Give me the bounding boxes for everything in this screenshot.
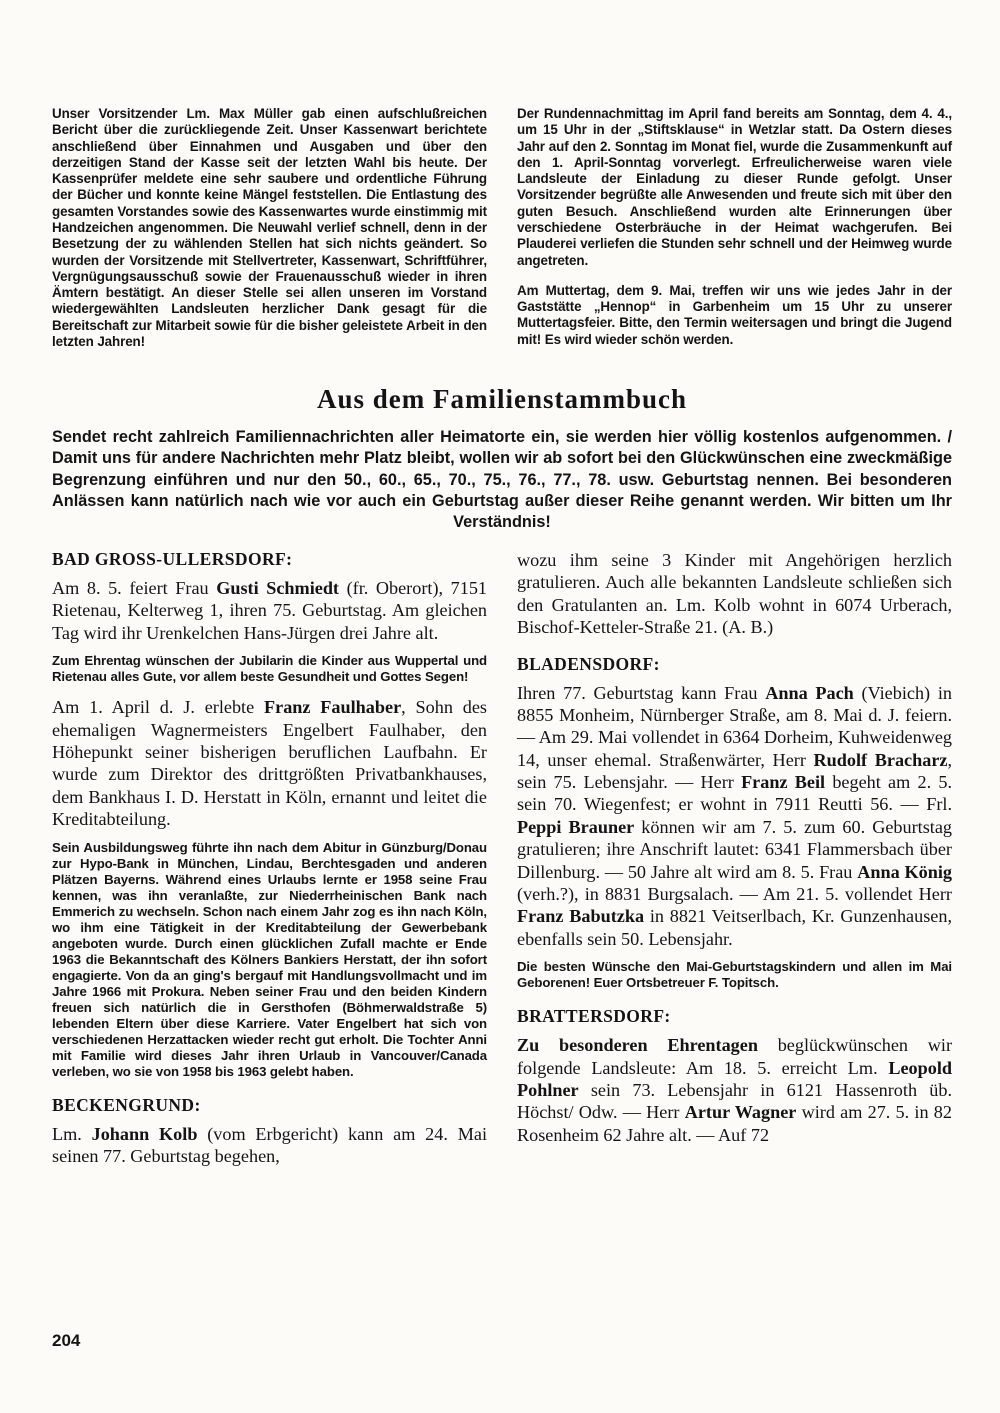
- body-paragraph: [52, 106, 487, 350]
- text-run: , sein 75. Lebensjahr. — Herr: [517, 749, 953, 793]
- text-run: begeht am 2. 5. sein 70. Wiegenfest; er wohnt in 7911 Reutti 56. — Frl.: [517, 772, 952, 815]
- text-run: Ihren 77. Geburtstag kann Frau: [517, 682, 766, 703]
- body-paragraph: [52, 1123, 487, 1168]
- text-run: wozu ihm seine 3 Kinder mit Angehörigen herzlich gratulieren. Auch alle bekannten Landsleute schließen sich den Gratulanten an. Lm. Kolb wohnt in 6074 Urberach, Bischof-Ketteler-Straße 21. (A. B.): [517, 550, 952, 638]
- fine-print-paragraph: [52, 840, 487, 1080]
- emphasized-name: Anna Pach: [765, 682, 854, 703]
- body-paragraph: [517, 1034, 952, 1146]
- emphasized-name: Johann Kolb: [91, 1123, 198, 1144]
- section-heading: BAD GROSS-ULLERSDORF:: [52, 549, 293, 570]
- page-number: 204: [52, 1331, 81, 1350]
- text-run: Der Rundennachmittag im April fand bereits am Sonntag, dem 4. 4., um 15 Uhr in der „Stiftsklause“ in Wetzlar statt. Da Ostern dieses Jahr auf den 2. Sonntag im Monat fiel, wurde die Zusammenkunft auf den 1. April-Sonntag vorverlegt. Erfreulicherweise waren viele Landsleute der Einladung zu dieser Runde gefolgt. Unser Vorsitzender begrüßte alle Anwesenden und freute sich mit über den guten Besuch. Anschließend wurden alte Erinnerungen über verschiedene Osterbräuche in der Heimat wachgerufen. Bei Plauderei verliefen die Stunden sehr schnell und der Heimweg wurde angetreten.: [517, 106, 952, 268]
- text-run: sein 73. Lebensjahr in 6121 Hassenroth üb. Höchst/ Odw. — Herr: [517, 1079, 952, 1123]
- text-run: (verh.?), in 8831 Burgsalach. — Am 21. 5. vollendet Herr: [517, 883, 952, 904]
- fine-print-paragraph: [52, 653, 487, 685]
- text-run: in 8821 Veitserlbach, Kr. Gunzenhausen, ebenfalls sein 50. Lebensjahr.: [517, 906, 952, 949]
- emphasized-name: Anna König: [857, 861, 952, 882]
- top-right-column: [517, 106, 952, 364]
- emphasized-name: Rudolf Bracharz: [813, 749, 948, 770]
- section-heading: BLADENSDORF:: [517, 653, 660, 674]
- family-register-section: [52, 549, 952, 1177]
- text-run: Am 8. 5. feiert Frau: [52, 578, 217, 599]
- body-paragraph: [52, 696, 487, 830]
- emphasized-name: Franz Faulhaber: [264, 697, 402, 718]
- text-run: Sein Ausbildungsweg führte ihn nach dem Abitur in Günzburg/Donau zur Hypo-Bank in München, Lindau, Berchtesgaden und anderen Plätzen Bayerns. Während eines Urlaubs lernte er 1958 seine Frau kennen, was ihn veranlaßte, zur Niederrheinischen Bank nach Emmerich zu wechseln. Schon nach einem Jahr zog es ihn nach Köln, wo ihm eine Tätigkeit in der Kreditabteilung der Gewerbebank angeboten wurde. Durch einen glücklichen Zufall machte er Ende 1963 die Bekanntschaft des Kölners Bankiers Herstatt, der ihn sofort engagierte. Von da an ging's bergauf mit Handlungsvollmacht und im Jahre 1966 mit Prokura. Neben seiner Frau und den beiden Kindern freuen sich natürlich die in Gersthofen (Böhmerwaldstraße 5) lebenden Eltern über diese Karriere. Vater Engelbert hat sich von verschiedenen Herzattacken wieder recht gut erholt. Die Tochter Anni mit Familie wird dieses Jahr ihren Urlaub in Vancouver/Canada verleben, wo sie von 1958 bis 1963 gelebt haben.: [52, 839, 487, 1079]
- text-run: (Viebich) in 8855 Monheim, Nürnberger Straße, am 8. Mai d. J. feiern. — Am 29. Mai vollendet in 6364 Dorheim, Kuhweidenweg 14, unser ehemal. Straßenwärter, Herr: [517, 682, 952, 770]
- emphasized-name: 9. Mai: [651, 282, 692, 298]
- family-right-column: [517, 549, 952, 1177]
- section-heading: BECKENGRUND:: [52, 1094, 201, 1115]
- text-run: Am Muttertag, dem: [517, 282, 652, 298]
- top-left-column: [52, 106, 487, 364]
- body-paragraph: [52, 577, 487, 644]
- top-news-section: [52, 106, 952, 364]
- text-run: Am 1. April d. J. erlebte: [52, 697, 265, 718]
- body-paragraph: [517, 106, 952, 269]
- emphasized-name: Leopold Pohlner: [517, 1057, 952, 1100]
- text-run: (vom Erbgericht) kann am 24. Mai seinen 77. Geburtstag begehen,: [52, 1123, 487, 1167]
- text-run: , Sohn des ehemaligen Wagnermeisters Engelbert Faulhaber, den Höhepunkt seiner bisherigen beruflichen Laufbahn. Er wurde zum Direktor des drittgrößten Privatbankhauses, dem Bankhaus I. D. Herstatt in Köln, ernannt und leitet die Kreditabteilung.: [52, 697, 487, 830]
- text-run: Zum Ehrentag wünschen der Jubilarin die Kinder aus Wuppertal und Rietenau alles Gute, vor allem beste Gesundheit und Gottes Segen!: [52, 653, 487, 685]
- text-run: , treffen wir uns wie jedes Jahr in der Gaststätte „Hennop“ in Garbenheim um 15 Uhr zu unserer Muttertagsfeier. Bitte, den Termin weitersagen und bringt die Jugend mit! Es wird wieder schön werden.: [517, 282, 952, 347]
- family-register-title: Aus dem Familienstammbuch: [316, 384, 687, 415]
- emphasized-name: Zu besonderen Ehrentagen: [517, 1035, 758, 1056]
- emphasized-name: Artur Wagner: [684, 1102, 797, 1123]
- text-run: können wir am 7. 5. zum 60. Geburtstag gratulieren; ihre Anschrift lautet: 6341 Flammersbach über Dillenburg. — 50 Jahre alt wird am 8. 5. Frau: [517, 816, 952, 882]
- family-left-column: [52, 549, 487, 1177]
- family-register-intro: Sendet recht zahlreich Familiennachrichten aller Heimatorte ein, sie werden hier völlig kostenlos aufgenommen. / Damit uns für andere Nachrichten mehr Platz bleibt, wollen wir ab sofort bei den Glückwünschen eine zweckmäßige Begrenzung einführen und nur den 50., 60., 65., 70., 75., 76., 77., 78. usw. Geburtstag nennen. Bei besonderen Anlässen kann natürlich nach wie vor auch ein Geburtstag außer dieser Reihe genannt werden. Wir bitten um Ihr Verständnis!: [52, 428, 952, 531]
- text-run: (fr. Oberort), 7151 Rietenau, Kelterweg 1, ihren 75. Geburtstag. Am gleichen Tag wird ihr Urenkelchen Hans-Jürgen drei Jahre alt.: [52, 578, 488, 643]
- text-run: Lm.: [52, 1123, 92, 1144]
- text-run: Die besten Wünsche den Mai-Geburtstagskindern und allen im Mai Geborenen! Euer Ortsbetreuer F. Topitsch.: [517, 959, 952, 991]
- body-paragraph: [517, 283, 952, 348]
- text-run: wird am 27. 5. in 82 Rosenheim 62 Jahre alt. — Auf 72: [517, 1102, 952, 1145]
- section-heading: BRATTERSDORF:: [517, 1006, 671, 1027]
- emphasized-name: Franz Beil: [741, 772, 826, 793]
- text-run: beglückwünschen wir folgende Landsleute: Am 18. 5. erreicht Lm.: [517, 1035, 952, 1078]
- emphasized-name: Peppi Brauner: [517, 816, 635, 837]
- emphasized-name: Gusti Schmiedt: [216, 578, 339, 599]
- emphasized-name: Franz Babutzka: [517, 906, 645, 927]
- body-paragraph: [517, 682, 952, 951]
- body-paragraph: [517, 549, 952, 639]
- fine-print-paragraph: [517, 959, 952, 991]
- text-run: Unser Vorsitzender Lm. Max Müller gab einen aufschlußreichen Bericht über die zurückliegende Zeit. Unser Kassenwart berichtete anschließend über Einnahmen und Ausgaben und über den derzeitigen Stand der Kasse seit der letzten Wahl bis heute. Der Kassenprüfer meldete eine sehr saubere und ordentliche Führung der Bücher und konnte keine Mängel feststellen. Die Entlastung des gesamten Vorstandes sowie des Kassenwartes wurde einstimmig mit Handzeichen angenommen. Die Neuwahl verlief schnell, denn in der Besetzung der zu wählenden Stellen hat sich nichts geändert. So wurden der Vorsitzende mit Stellvertreter, Kassenwart, Schriftführer, Vergnügungsausschuß sowie der Frauenausschuß wieder in ihren Ämtern bestätigt. An dieser Stelle sei allen unseren im Vorstand wiedergewählten Landsleuten herzlicher Dank gesagt für die Bereitschaft zur Mitarbeit sowie für die bisher geleistete Arbeit in den letzten Jahren!: [52, 106, 487, 349]
